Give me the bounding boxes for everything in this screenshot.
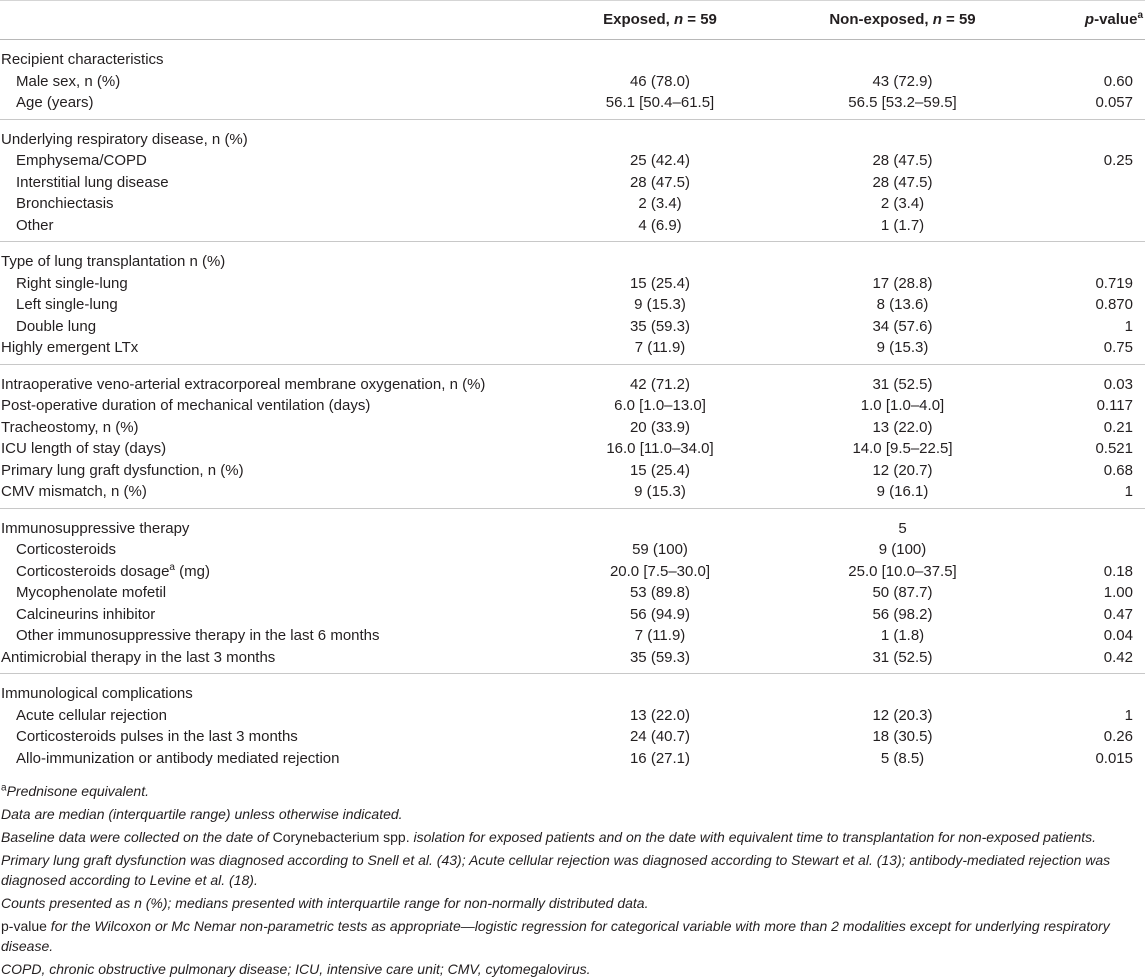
table-row: [0, 364, 1145, 395]
p-value: 0.47: [1103, 605, 1133, 623]
header-row: [0, 1, 1145, 40]
non-exposed-value: 5 (8.5): [880, 749, 925, 767]
non-exposed-value: 1 (1.7): [775, 215, 1030, 242]
header-p-value: p-value$^a$: [1030, 1, 1145, 40]
table-row: [0, 150, 1145, 172]
non-exposed-value: 31 (52.5): [775, 647, 1030, 674]
footnote-data-median: Data are median (interquartile range) unless otherwise indicated.: [1, 806, 403, 822]
row-label: Calcineurins inhibitor: [16, 605, 156, 623]
p-value: 0.04: [1103, 627, 1133, 644]
exposed-value: [545, 508, 775, 539]
row-label: Primary lung graft dysfunction, n (%): [1, 461, 244, 479]
table-row: [0, 215, 1145, 242]
non-exposed-value: 25.0 [10.0–37.5]: [848, 562, 957, 580]
row-label: Right single-lung: [16, 274, 128, 292]
table-row: [0, 726, 1145, 748]
row-label: Antimicrobial therapy in the last 3 months: [0, 647, 545, 674]
p-value: 0.42: [1030, 647, 1145, 674]
footnote-pvalue-cont: disease.: [1, 938, 54, 954]
row-label: Bronchiectasis: [16, 195, 114, 212]
p-value: [1030, 193, 1145, 215]
table-row: [0, 294, 1145, 316]
exposed-value: 6.0 [1.0–13.0]: [614, 397, 706, 414]
exposed-value: 15 (25.4): [629, 461, 691, 479]
p-value: 0.21: [1103, 418, 1133, 436]
p-value: [1030, 242, 1145, 273]
table-row: [0, 604, 1145, 626]
row-label: Male sex, n (%): [16, 72, 121, 90]
table-row: [0, 481, 1145, 508]
row-label: Tracheostomy, n (%): [1, 418, 139, 436]
p-value: 0.75: [1030, 337, 1145, 364]
non-exposed-value: 43 (72.9): [872, 72, 933, 90]
row-label: Left single-lung: [16, 296, 118, 313]
non-exposed-value: 1 (1.8): [880, 627, 925, 644]
p-value: [1030, 119, 1145, 150]
exposed-value: 20.0 [7.5–30.0]: [609, 562, 711, 580]
non-exposed-value: 8 (13.6): [876, 296, 929, 313]
exposed-value: 4 (6.9): [545, 215, 775, 242]
exposed-value: 7 (11.9): [634, 627, 686, 644]
row-label: Other immunosuppressive therapy in the last 6 months: [16, 627, 380, 644]
header-exposed: Exposed, n = 59: [545, 1, 775, 40]
table-row: [0, 71, 1145, 93]
non-exposed-value: 31 (52.5): [872, 375, 933, 393]
exposed-value: 35 (59.3): [629, 317, 691, 335]
p-value: [1030, 674, 1145, 705]
footnote-abbreviations: COPD, chronic obstructive pulmonary disease; ICU, intensive care unit; CMV, cytomegalovirus.: [1, 961, 591, 977]
table-row: [0, 172, 1145, 194]
p-value: 1: [1030, 481, 1145, 508]
p-value: 1: [1124, 317, 1133, 335]
row-label: Allo-immunization or antibody mediated rejection: [16, 749, 340, 767]
p-value: 0.521: [1095, 440, 1133, 457]
header-non-exposed: Non-exposed, n = 59: [775, 1, 1030, 40]
table-row: [0, 625, 1145, 647]
non-exposed-value: [775, 40, 1030, 71]
p-value: [1030, 172, 1145, 194]
non-exposed-value: 50 (87.7): [872, 584, 933, 601]
table-row: [0, 460, 1145, 482]
exposed-value: 46 (78.0): [629, 72, 691, 90]
p-value: 0.117: [1096, 397, 1133, 414]
p-value: 0.015: [1095, 749, 1133, 767]
table-row: [0, 193, 1145, 215]
non-exposed-value: 12 (20.3): [872, 706, 933, 724]
table-row: [0, 561, 1145, 583]
row-label: Double lung: [16, 317, 97, 335]
table-row: [0, 508, 1145, 539]
exposed-value: [545, 40, 775, 71]
non-exposed-value: [775, 119, 1030, 150]
non-exposed-value: 1.0 [1.0–4.0]: [860, 397, 945, 414]
table-row: [0, 316, 1145, 338]
non-exposed-value: 13 (22.0): [872, 418, 933, 436]
row-label: Interstitial lung disease: [16, 173, 169, 191]
row-label: Acute cellular rejection: [16, 706, 167, 724]
row-label: Corticosteroids dosage$^a$ (mg): [16, 561, 210, 580]
row-label: Other: [0, 215, 545, 242]
table-row: [0, 705, 1145, 727]
footnote-pvalue: p-value for the Wilcoxon or Mc Nemar non-parametric tests as appropriate—logistic regression for categorical variable with more than 2 modalities except for underlying respiratory: [1, 918, 1110, 934]
table-row: [0, 438, 1145, 460]
exposed-value: 13 (22.0): [629, 706, 691, 724]
exposed-value: 9 (15.3): [634, 296, 686, 313]
table-row: [0, 674, 1145, 705]
table-row: [0, 582, 1145, 604]
p-value: 0.26: [1103, 728, 1133, 745]
non-exposed-value: 9 (16.1): [775, 481, 1030, 508]
p-value: 0.719: [1095, 274, 1133, 292]
footnote-counts: Counts presented as n (%); medians presented with interquartile range for non-normally distributed data.: [1, 895, 649, 911]
row-label: Immunosuppressive therapy: [1, 519, 190, 537]
row-label: Underlying respiratory disease, n (%): [1, 130, 248, 148]
row-label: Highly emergent LTx: [0, 337, 545, 364]
table-body: [0, 40, 1145, 775]
row-label: Corticosteroids pulses in the last 3 months: [16, 728, 298, 745]
exposed-value: 56.1 [50.4–61.5]: [545, 92, 775, 119]
footnote-prednisone: $^a$Prednisone equivalent.: [1, 782, 149, 799]
table-row: [0, 417, 1145, 439]
row-label: Type of lung transplantation n (%): [1, 253, 226, 270]
exposed-value: 56 (94.9): [629, 605, 691, 623]
non-exposed-value: 9 (100): [878, 541, 927, 558]
row-label: Age (years): [0, 92, 545, 119]
non-exposed-value: 5: [898, 519, 907, 537]
exposed-value: 25 (42.4): [629, 152, 691, 169]
p-value: 1.00: [1103, 584, 1133, 601]
row-label: Corticosteroids: [16, 541, 117, 558]
table-row: [0, 748, 1145, 775]
non-exposed-value: [775, 242, 1030, 273]
exposed-value: 9 (15.3): [545, 481, 775, 508]
non-exposed-value: 56.5 [53.2–59.5]: [775, 92, 1030, 119]
p-value: 0.03: [1103, 375, 1133, 393]
table-row: [0, 40, 1145, 71]
non-exposed-value: 17 (28.8): [872, 274, 933, 292]
table-row: [0, 395, 1145, 417]
footnote-diagnosis-cont: diagnosed according to Levine et al. (18).: [1, 872, 258, 888]
footnote-baseline: Baseline data were collected on the date of Corynebacterium spp. isolation for exposed patients and on the date with equivalent time to transplantation for non-exposed patients.: [1, 829, 1097, 845]
exposed-value: 53 (89.8): [629, 584, 691, 601]
non-exposed-value: 2 (3.4): [880, 195, 925, 212]
footnote-diagnosis: Primary lung graft dysfunction was diagnosed according to Snell et al. (43); Acute cellular rejection was diagnosed according to Stewart et al. (13); antibody-mediated rejection was: [1, 852, 1111, 868]
row-label: ICU length of stay (days): [1, 440, 167, 457]
exposed-value: 7 (11.9): [545, 337, 775, 364]
p-value: [1030, 40, 1145, 71]
p-value: 1: [1124, 706, 1133, 724]
table-row: [0, 273, 1145, 295]
exposed-value: [545, 674, 775, 705]
non-exposed-value: 28 (47.5): [872, 152, 933, 169]
p-value: 0.68: [1103, 461, 1133, 479]
table-row: [0, 119, 1145, 150]
exposed-value: 42 (71.2): [629, 375, 691, 393]
non-exposed-value: 9 (15.3): [775, 337, 1030, 364]
non-exposed-value: 56 (98.2): [872, 605, 933, 623]
exposed-value: 15 (25.4): [629, 274, 691, 292]
table-footnotes: [0, 774, 1145, 979]
p-value: [1030, 508, 1145, 539]
row-label: Mycophenolate mofetil: [16, 584, 167, 601]
table-row: [0, 647, 1145, 674]
header-label-column: [0, 1, 545, 40]
non-exposed-value: 18 (30.5): [872, 728, 933, 745]
exposed-value: 16 (27.1): [629, 749, 691, 767]
p-value: 0.18: [1103, 562, 1133, 580]
exposed-value: 20 (33.9): [629, 418, 691, 436]
row-label: Recipient characteristics: [1, 51, 164, 68]
non-exposed-value: 34 (57.6): [872, 317, 933, 335]
row-label: Emphysema/COPD: [16, 152, 147, 169]
non-exposed-value: [775, 674, 1030, 705]
p-value: [1030, 215, 1145, 242]
p-value: 0.057: [1030, 92, 1145, 119]
row-label: CMV mismatch, n (%): [0, 481, 545, 508]
exposed-value: 2 (3.4): [638, 195, 682, 212]
table-row: [0, 92, 1145, 119]
p-value: [1030, 539, 1145, 561]
exposed-value: [545, 242, 775, 273]
p-value: 0.60: [1103, 72, 1133, 90]
row-label: Post-operative duration of mechanical ventilation (days): [1, 397, 371, 414]
row-label: Immunological complications: [1, 685, 193, 702]
non-exposed-value: 12 (20.7): [872, 461, 933, 479]
p-value: 0.25: [1103, 152, 1133, 169]
exposed-value: 28 (47.5): [629, 173, 691, 191]
non-exposed-value: 28 (47.5): [872, 173, 933, 191]
table-row: [0, 539, 1145, 561]
exposed-value: 24 (40.7): [629, 728, 691, 745]
exposed-value: 16.0 [11.0–34.0]: [606, 440, 714, 457]
table-row: [0, 242, 1145, 273]
exposed-value: 35 (59.3): [545, 647, 775, 674]
non-exposed-value: 14.0 [9.5–22.5]: [852, 440, 953, 457]
p-value: 0.870: [1095, 296, 1133, 313]
exposed-value: 59 (100): [632, 541, 688, 558]
row-label: Intraoperative veno-arterial extracorporeal membrane oxygenation, n (%): [1, 375, 486, 393]
table-row: [0, 337, 1145, 364]
exposed-value: [545, 119, 775, 150]
